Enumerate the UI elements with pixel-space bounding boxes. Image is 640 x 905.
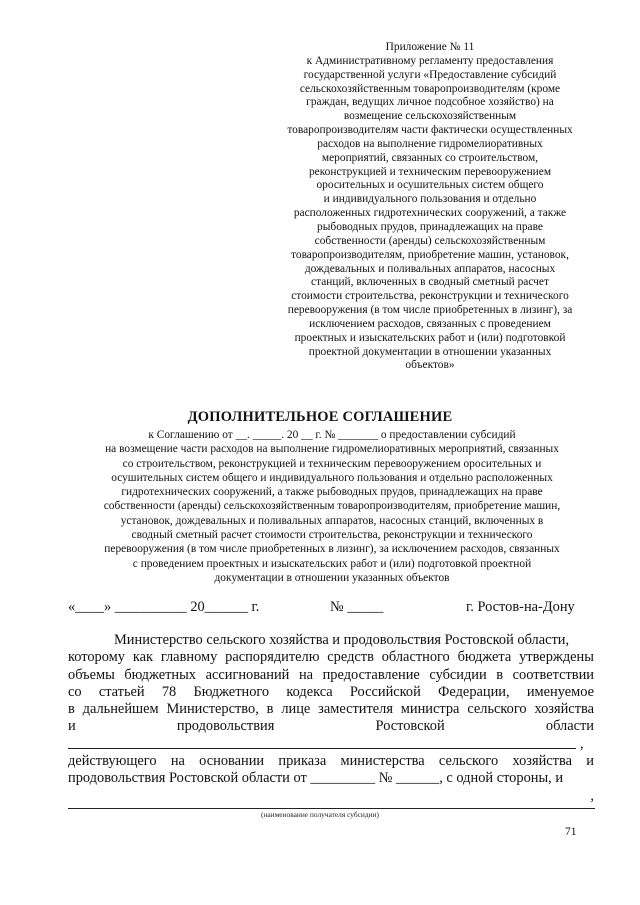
subtitle-line: с проведением проектных и изыскательских работ и (или) подготовкой проектной [132, 557, 532, 570]
word: приказа [278, 753, 327, 770]
appendix-line: проектной документации в отношении указанных [308, 345, 552, 358]
word: продовольствия [176, 718, 275, 735]
recipient-caption: (наименование получателя субсидии) [260, 810, 380, 819]
word: и [68, 718, 76, 735]
appendix-line: проектных и изыскательских работ и (или) подготовкой [294, 331, 566, 344]
body-line-1: Министерство сельского хозяйства и продовольствия Ростовской области, [114, 632, 570, 648]
word: субсидии [429, 666, 487, 683]
word: объемы [68, 666, 115, 683]
subtitle-line: собственности (аренды) сельскохозяйственным товаропроизводителям, приобретение машин, [103, 500, 561, 513]
appendix-line: возмещение сельскохозяйственным [343, 110, 517, 123]
subtitle-line: осушительных систем общего и индивидуального пользования и отдельно расположенных [111, 471, 553, 484]
word: средств [327, 649, 374, 666]
appendix-line: мероприятий, связанных со строительством, [321, 151, 539, 164]
subtitle-line: со строительством, реконструкцией и техническим перевооружением оросительных и [122, 457, 542, 470]
body-line-10: , [590, 787, 594, 804]
date-field: «____» __________ 20______ г. [68, 599, 260, 615]
word: Министерство, [166, 701, 259, 718]
appendix-line: собственности (аренды) сельскохозяйственным [314, 234, 546, 247]
word: Ростовской [375, 718, 445, 735]
body-line-7: , [68, 736, 594, 753]
word: хозяйства [512, 753, 572, 770]
appendix-line: рыбоводных прудов, принадлежащих на праве [317, 220, 543, 233]
word: Федерации, [438, 683, 510, 700]
subtitle-line: перевооружения (в том числе приобретенных в лизинг), за исключением расходов, связанных [104, 543, 560, 556]
word: бюджетных [124, 666, 197, 683]
page-number: 71 [565, 826, 577, 838]
body-line-4 [68, 684, 594, 701]
document-subtitle [62, 428, 602, 585]
subtitle-line: сводный сметный расчет стоимости строительства, реконструкции и технического [131, 529, 533, 542]
appendix-line: государственной услуги «Предоставление субсидий [303, 68, 557, 81]
word: действующего [68, 753, 157, 770]
word: которому [68, 649, 125, 666]
appendix-line: товаропроизводителям части фактически осуществленных [287, 124, 573, 137]
subtitle-line: к Соглашению от __. _____. 20 __ г. № _______ о предоставлении субсидий [148, 429, 516, 441]
appendix-line: исключением расходов, связанных с проведением [309, 317, 551, 330]
word: ассигнований [205, 666, 290, 683]
number-field: № _____ [330, 599, 384, 615]
word: в [266, 701, 274, 718]
word: лице [281, 701, 311, 718]
caption-rule [68, 808, 595, 809]
word: сельского [438, 753, 499, 770]
agreement-meta-row [0, 599, 640, 619]
appendix-line: расходов на выполнение гидромелиоративных [317, 137, 543, 150]
appendix-line: расположенных гидротехнических сооружений, а также [293, 207, 567, 220]
word: статьей [98, 683, 145, 700]
subtitle-line: документации в отношении указанных объектов [214, 571, 450, 584]
appendix-line: станций, включенных в сводный сметный расчет [311, 276, 549, 289]
word: дальнейшем [82, 701, 159, 718]
word: главному [160, 649, 218, 666]
body-line-3 [68, 667, 594, 684]
subtitle-line: установок, дождевальных и поливальных аппаратов, насосных станций, включенных в [120, 514, 544, 527]
body-line-6 [68, 718, 594, 735]
word: основании [199, 753, 265, 770]
appendix-line: сельскохозяйственным товаропроизводителям (кроме [299, 82, 561, 95]
appendix-line: объектов» [405, 359, 455, 372]
appendix-line: к Административному регламенту предоставления [306, 54, 554, 67]
agreement-body [68, 632, 594, 805]
word: утверждены [519, 649, 594, 666]
word: соответствии [512, 666, 594, 683]
word: бюджета [457, 649, 512, 666]
body-line-9: продовольствия Ростовской области от _________ № ______, с одной стороны, и [68, 770, 564, 787]
word: именуемое [526, 683, 594, 700]
word: сельского [467, 701, 527, 718]
appendix-line: Приложение № 11 [385, 41, 475, 53]
recipient-blank-line [68, 736, 576, 749]
word: министерства [340, 753, 425, 770]
word: на [170, 753, 185, 770]
word: на [298, 666, 314, 683]
word: Российской [349, 683, 421, 700]
word: заместителя [318, 701, 393, 718]
appendix-line: стоимости строительства, реконструкции и технического [291, 290, 569, 303]
word: и [586, 753, 594, 770]
word: 78 [161, 683, 177, 700]
document-title: ДОПОЛНИТЕЛЬНОЕ СОГЛАШЕНИЕ [187, 409, 453, 425]
body-line-2 [68, 649, 594, 666]
appendix-line: перевооружения (в том числе приобретенных в лизинг), за [287, 304, 573, 317]
city-name: г. Ростов-на-Дону [466, 599, 575, 615]
word: Бюджетного [193, 683, 270, 700]
appendix-line: реконструкцией и техническим перевооружением [308, 165, 552, 178]
word: области [545, 718, 594, 735]
word: распорядителю [225, 649, 320, 666]
appendix-line: оросительных и осушительных систем общего [316, 179, 544, 192]
word: министра [400, 701, 460, 718]
word: областного [381, 649, 450, 666]
appendix-line: и индивидуального пользования и отдельно [323, 193, 537, 206]
word: кодекса [286, 683, 333, 700]
word: со [68, 683, 82, 700]
appendix-line: дождевальных и поливальных аппаратов, насосных [304, 262, 556, 275]
word: как [132, 649, 153, 666]
word: хозяйства [534, 701, 594, 718]
word: в [68, 701, 75, 718]
word: предоставление [322, 666, 420, 683]
appendix-header [262, 41, 598, 373]
body-line-5 [68, 701, 594, 718]
appendix-line: товаропроизводителям, приобретение машин, установок, [291, 248, 569, 261]
word: в [496, 666, 504, 683]
appendix-line: граждан, ведущих личное подсобное хозяйство) на [306, 96, 554, 109]
body-line-8 [68, 753, 594, 770]
subtitle-line: гидротехнических сооружений, а также рыбоводных прудов, принадлежащих на праве [121, 486, 543, 499]
subtitle-line: на возмещение части расходов на выполнение гидромелиоративных мероприятий, связанных [105, 443, 559, 456]
